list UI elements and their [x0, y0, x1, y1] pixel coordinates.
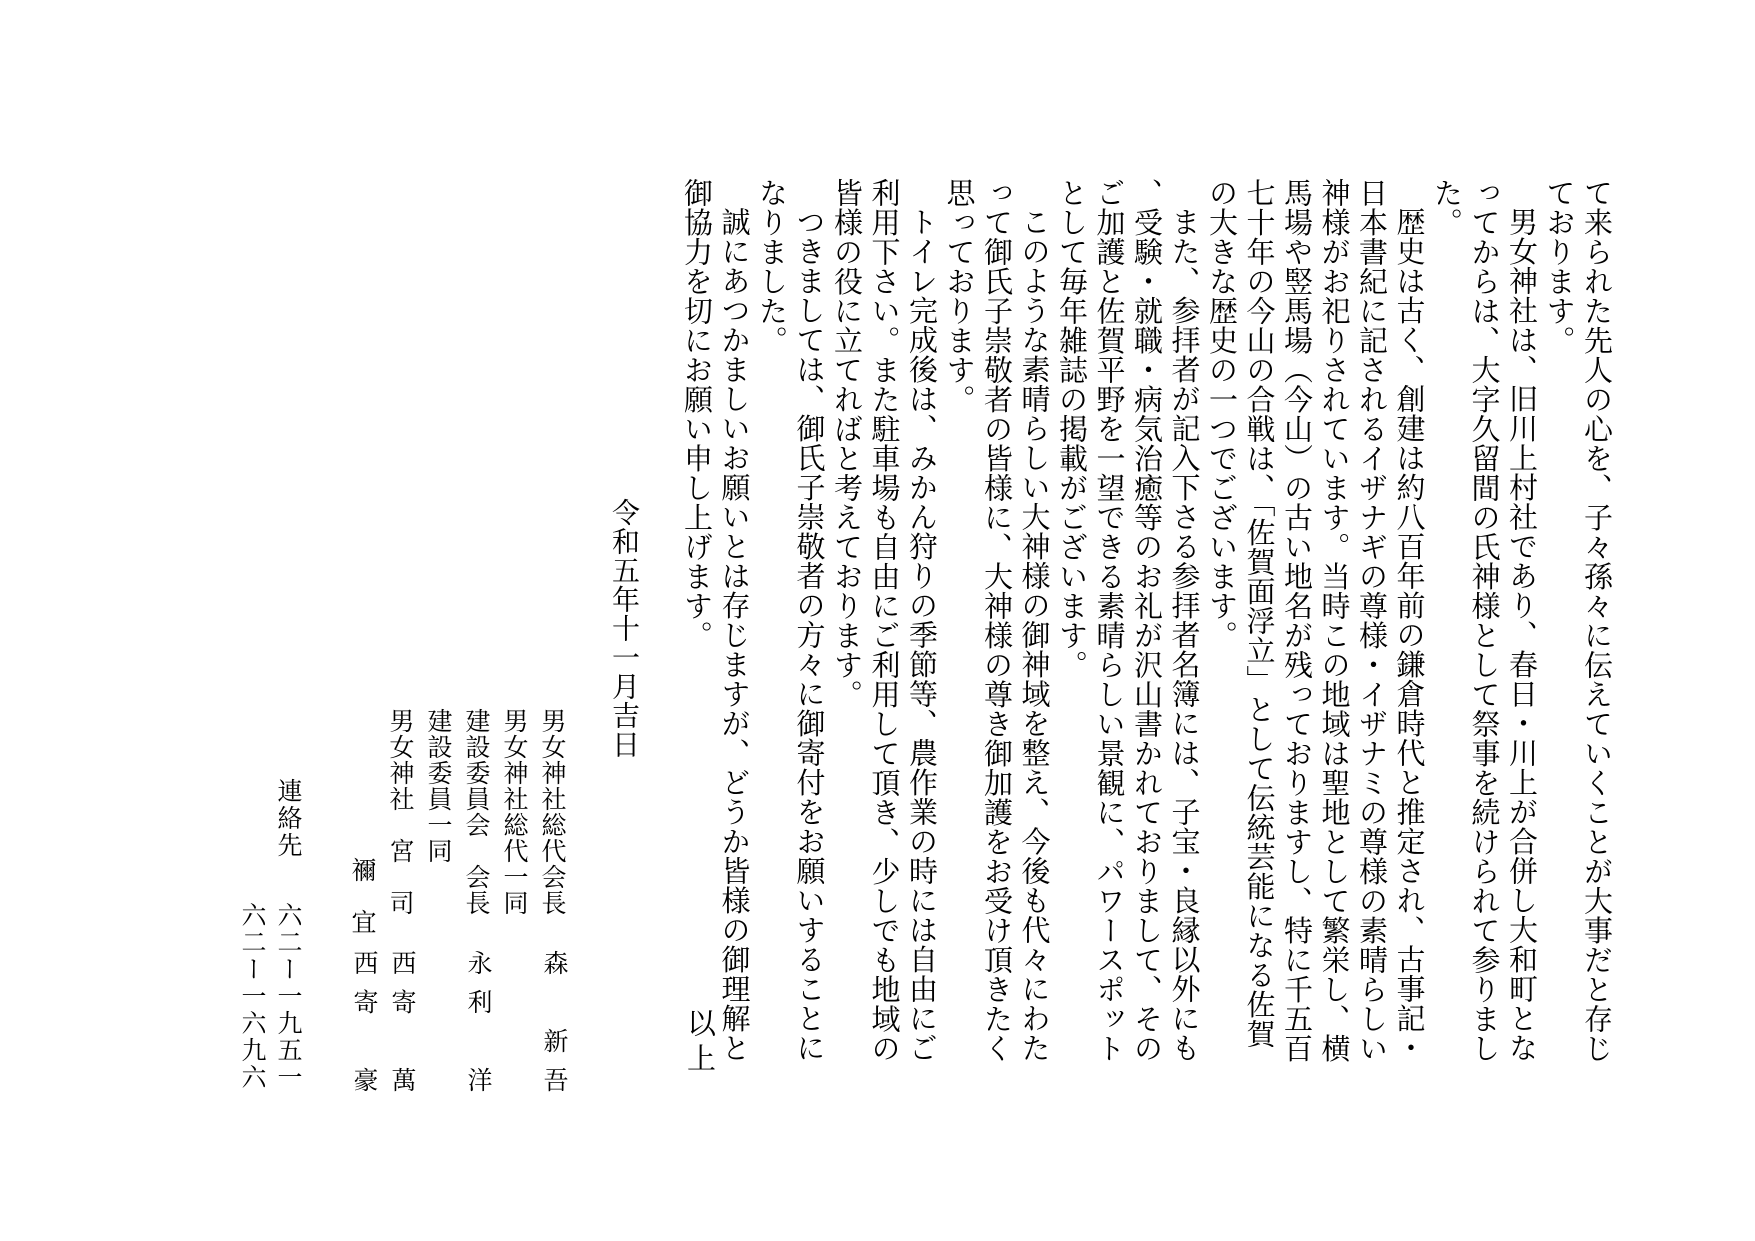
signatory-title-6: 禰 宜: [348, 857, 377, 935]
signatory-name-3: 永利 洋: [464, 950, 493, 1106]
signatory-name-5: 西寄 萬: [388, 950, 417, 1106]
paragraph-donation-request: つきましては、御氏子崇敬者の方々に御寄付をお願いすることになりました。: [755, 178, 827, 1063]
paragraph-toilet-parking: トイレ完成後は、みかん狩りの季節等、農作業の時には自由にご利用下さい。また駐車場も自由にご利用して頂き、少しでも地域の皆様の役に立てればと考えております。: [830, 178, 939, 1063]
contact-phone-2: 六二ー一六九六: [238, 902, 267, 1091]
closing-word: 以上: [683, 1008, 717, 1078]
issue-date: 令和五年十一月吉日: [608, 498, 641, 759]
signatory-title-3: 建設委員会 会長: [462, 708, 491, 916]
signatory-title-4: 建設委員一同: [424, 708, 453, 864]
paragraph-intro-continued: て来られた先人の心を、子々孫々に伝えていくことが大事だと存じております。: [1542, 178, 1614, 1063]
paragraph-ancient-history: 歴史は古く、創建は約八百年前の鎌倉時代と推定され、古事記・日本書紀に記されるイザナギの尊様・イザナミの尊様の素晴らしい神様がお祀りされています。当時この地域は聖地として繁栄し、横馬場や竪馬場（今山）の古い地名が残っておりますし、特に千五百七十年の今山の合戦は、「佐賀面浮立」として伝統芸能になる佐賀の大きな歴史の一つでございます。: [1205, 178, 1427, 1063]
contact-label: 連絡先: [274, 778, 303, 859]
paragraph-closing-request: 誠にあつかましいお願いとは存じますが、どうか皆様の御理解と御協力を切にお願い申し上げます。: [680, 178, 752, 1063]
paragraph-shrine-history: 男女神社は、旧川上村社であり、春日・川上が合併し大和町となってからは、大字久留間の氏神様として祭事を続けられて参りました。: [1430, 178, 1539, 1063]
paragraph-visitors: また、参拝者が記入下さる参拝者名簿には、子宝・良縁以外にも、受験・就職・病気治癒等のお礼が沢山書かれておりまして、そのご加護と佐賀平野を一望できる素晴らしい景観に、パワースポットとして毎年雑誌の掲載がございます。: [1055, 178, 1202, 1063]
signatory-title-1: 男女神社総代会長: [538, 708, 567, 916]
signatory-name-1: 森 新吾: [540, 950, 569, 1106]
paragraph-purpose: このような素晴らしい大神様の御神域を整え、今後も代々にわたって御氏子崇敬者の皆様に、大神様の尊き御加護をお受け頂きたく思っております。: [942, 178, 1052, 1063]
signatory-title-2: 男女神社総代一同: [500, 708, 529, 916]
contact-phone-1: 六二ー一九五一: [274, 902, 303, 1091]
signatory-title-5: 男女神社 宮 司: [386, 708, 415, 916]
signatory-name-6: 西寄 豪: [350, 950, 379, 1106]
